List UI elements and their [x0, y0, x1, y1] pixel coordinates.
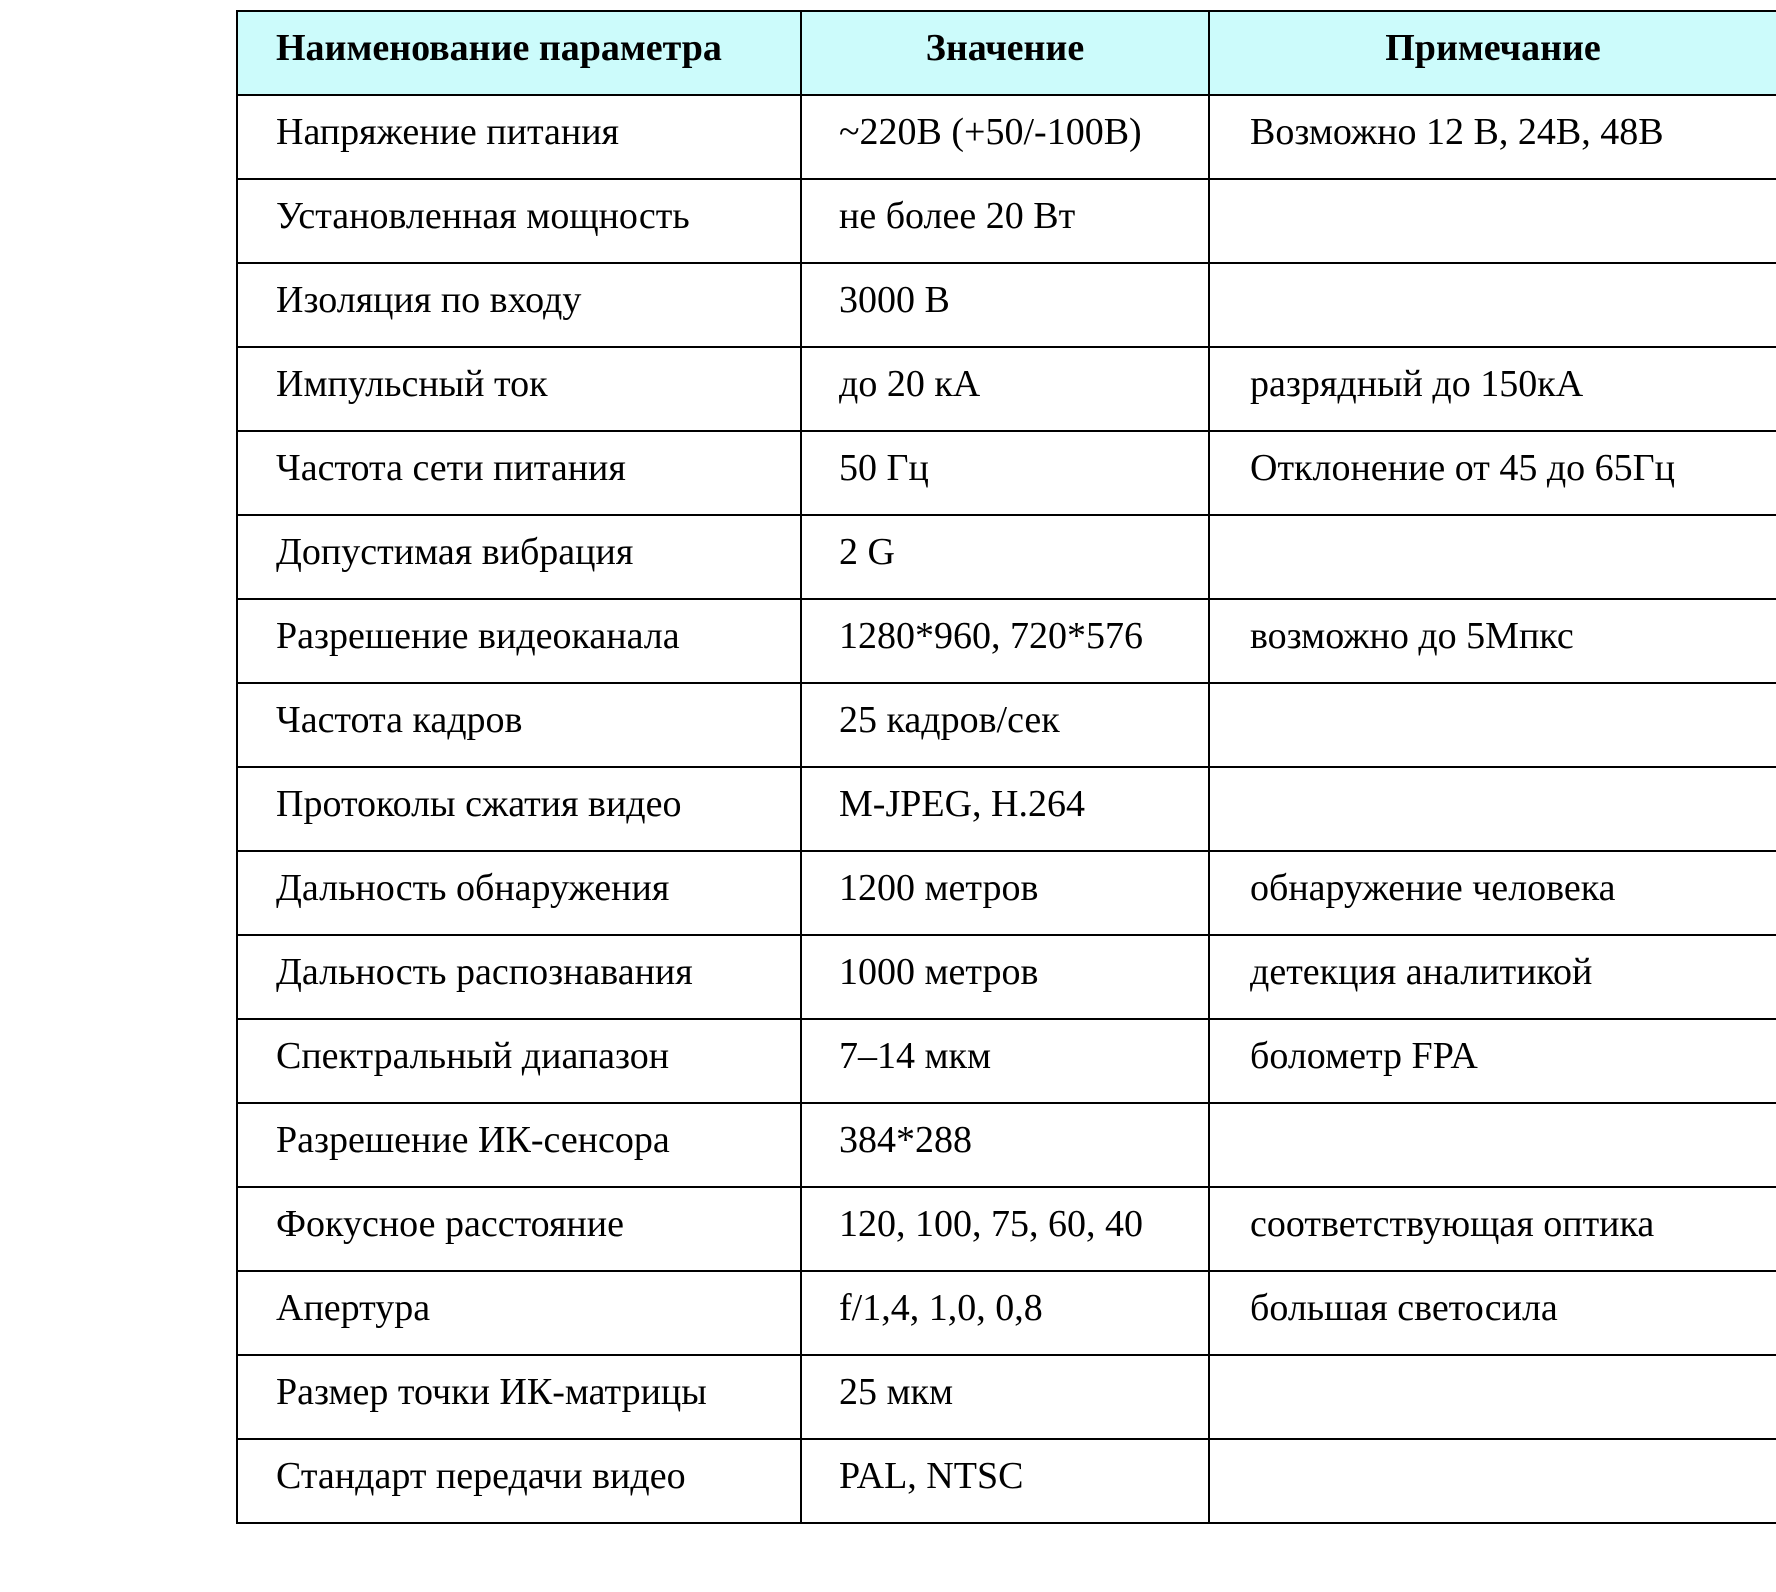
table-row	[237, 599, 1776, 683]
table-row	[237, 1271, 1776, 1355]
note-cell	[1209, 767, 1776, 851]
table-row	[237, 1187, 1776, 1271]
value-cell: 384*288	[801, 1103, 1209, 1187]
value-cell: 1200 метров	[801, 851, 1209, 935]
value-cell: не более 20 Вт	[801, 179, 1209, 263]
parameter-cell: Дальность распознавания	[237, 935, 801, 1019]
value-cell: 25 кадров/сек	[801, 683, 1209, 767]
parameter-cell: Установленная мощность	[237, 179, 801, 263]
note-cell	[1209, 1439, 1776, 1523]
note-cell	[1209, 683, 1776, 767]
header-parameter-name: Наименование параметра	[237, 11, 801, 95]
value-cell: PAL, NTSC	[801, 1439, 1209, 1523]
parameter-cell: Протоколы сжатия видео	[237, 767, 801, 851]
value-cell: f/1,4, 1,0, 0,8	[801, 1271, 1209, 1355]
specifications-table	[236, 10, 1776, 1524]
parameter-cell: Импульсный ток	[237, 347, 801, 431]
note-cell: Возможно 12 В, 24В, 48В	[1209, 95, 1776, 179]
table-row	[237, 851, 1776, 935]
value-cell: 25 мкм	[801, 1355, 1209, 1439]
note-cell	[1209, 1355, 1776, 1439]
parameter-cell: Спектральный диапазон	[237, 1019, 801, 1103]
value-cell: до 20 кА	[801, 347, 1209, 431]
value-cell: 120, 100, 75, 60, 40	[801, 1187, 1209, 1271]
note-cell: разрядный до 150кА	[1209, 347, 1776, 431]
table-row	[237, 263, 1776, 347]
parameter-cell: Изоляция по входу	[237, 263, 801, 347]
value-cell: 3000 В	[801, 263, 1209, 347]
note-cell	[1209, 179, 1776, 263]
table-row	[237, 1439, 1776, 1523]
value-cell: 1280*960, 720*576	[801, 599, 1209, 683]
note-cell: обнаружение человека	[1209, 851, 1776, 935]
table-row	[237, 1103, 1776, 1187]
value-cell: 7–14 мкм	[801, 1019, 1209, 1103]
note-cell: соответствующая оптика	[1209, 1187, 1776, 1271]
parameter-cell: Частота сети питания	[237, 431, 801, 515]
value-cell: M-JPEG, H.264	[801, 767, 1209, 851]
parameter-cell: Дальность обнаружения	[237, 851, 801, 935]
parameter-cell: Допустимая вибрация	[237, 515, 801, 599]
table-row	[237, 179, 1776, 263]
parameter-cell: Разрешение видеоканала	[237, 599, 801, 683]
table-row	[237, 95, 1776, 179]
value-cell: 1000 метров	[801, 935, 1209, 1019]
note-cell: возможно до 5Мпкс	[1209, 599, 1776, 683]
value-cell: 2 G	[801, 515, 1209, 599]
table-row	[237, 1019, 1776, 1103]
parameter-cell: Частота кадров	[237, 683, 801, 767]
note-cell: Отклонение от 45 до 65Гц	[1209, 431, 1776, 515]
header-value: Значение	[801, 11, 1209, 95]
table-header-row	[237, 11, 1776, 95]
table-row	[237, 935, 1776, 1019]
parameter-cell: Стандарт передачи видео	[237, 1439, 801, 1523]
table-body	[237, 95, 1776, 1523]
parameter-cell: Апертура	[237, 1271, 801, 1355]
parameter-cell: Разрешение ИК-сенсора	[237, 1103, 801, 1187]
table-row	[237, 347, 1776, 431]
note-cell: детекция аналитикой	[1209, 935, 1776, 1019]
value-cell: ~220В (+50/-100В)	[801, 95, 1209, 179]
note-cell: большая светосила	[1209, 1271, 1776, 1355]
table-row	[237, 1355, 1776, 1439]
value-cell: 50 Гц	[801, 431, 1209, 515]
header-note: Примечание	[1209, 11, 1776, 95]
table-row	[237, 515, 1776, 599]
note-cell	[1209, 515, 1776, 599]
table-row	[237, 431, 1776, 515]
note-cell	[1209, 1103, 1776, 1187]
parameter-cell: Напряжение питания	[237, 95, 801, 179]
parameter-cell: Фокусное расстояние	[237, 1187, 801, 1271]
note-cell	[1209, 263, 1776, 347]
note-cell: болометр FPA	[1209, 1019, 1776, 1103]
parameter-cell: Размер точки ИК-матрицы	[237, 1355, 801, 1439]
table-row	[237, 683, 1776, 767]
table-row	[237, 767, 1776, 851]
